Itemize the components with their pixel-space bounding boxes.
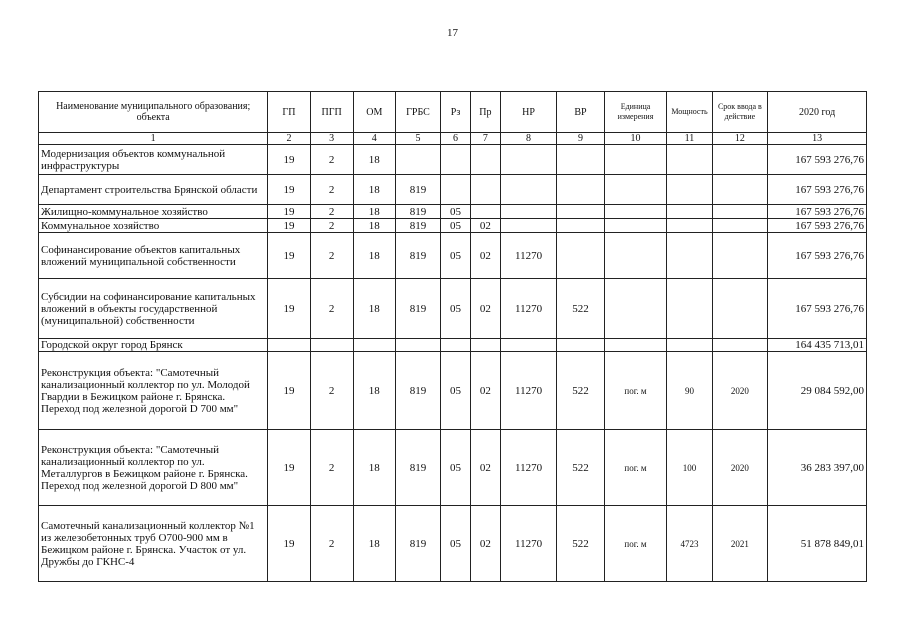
row-name: Жилищно-коммунальное хозяйство bbox=[39, 205, 268, 219]
column-number: 3 bbox=[310, 133, 353, 145]
column-number: 9 bbox=[557, 133, 604, 145]
cell-pgp: 2 bbox=[310, 205, 353, 219]
header-unit: Единица измерения bbox=[604, 92, 667, 133]
cell-gp: 19 bbox=[268, 219, 310, 233]
cell-gp: 19 bbox=[268, 175, 310, 205]
cell-grbs bbox=[395, 339, 440, 352]
cell-unit bbox=[604, 145, 667, 175]
cell-om: 18 bbox=[353, 145, 395, 175]
cell-grbs: 819 bbox=[395, 175, 440, 205]
cell-pr bbox=[470, 145, 500, 175]
column-number: 4 bbox=[353, 133, 395, 145]
cell-capacity bbox=[667, 279, 712, 339]
cell-unit bbox=[604, 175, 667, 205]
column-number: 11 bbox=[667, 133, 712, 145]
cell-capacity bbox=[667, 339, 712, 352]
cell-pr: 02 bbox=[470, 506, 500, 582]
cell-unit bbox=[604, 279, 667, 339]
cell-commission-date bbox=[712, 205, 768, 219]
cell-commission-date bbox=[712, 145, 768, 175]
cell-gp bbox=[268, 339, 310, 352]
column-number-row bbox=[39, 133, 867, 145]
column-number: 2 bbox=[268, 133, 310, 145]
cell-om: 18 bbox=[353, 219, 395, 233]
column-number: 5 bbox=[395, 133, 440, 145]
header-nr: НР bbox=[500, 92, 557, 133]
column-number: 8 bbox=[500, 133, 557, 145]
cell-unit: пог. м bbox=[604, 506, 667, 582]
cell-om: 18 bbox=[353, 233, 395, 279]
cell-vr: 522 bbox=[557, 279, 604, 339]
header-year-2020: 2020 год bbox=[768, 92, 867, 133]
cell-vr: 522 bbox=[557, 430, 604, 506]
row-name: Городской округ город Брянск bbox=[39, 339, 268, 352]
cell-commission-date: 2021 bbox=[712, 506, 768, 582]
cell-commission-date bbox=[712, 219, 768, 233]
cell-unit bbox=[604, 205, 667, 219]
column-number: 6 bbox=[441, 133, 471, 145]
cell-nr: 11270 bbox=[500, 279, 557, 339]
cell-amount-2020: 36 283 397,00 bbox=[768, 430, 867, 506]
cell-vr bbox=[557, 175, 604, 205]
cell-rz: 05 bbox=[441, 233, 471, 279]
cell-pr: 02 bbox=[470, 352, 500, 430]
cell-pgp bbox=[310, 339, 353, 352]
cell-amount-2020: 167 593 276,76 bbox=[768, 145, 867, 175]
cell-vr bbox=[557, 339, 604, 352]
table-row bbox=[39, 352, 867, 430]
cell-grbs: 819 bbox=[395, 233, 440, 279]
cell-gp: 19 bbox=[268, 506, 310, 582]
header-grbs: ГРБС bbox=[395, 92, 440, 133]
cell-unit: пог. м bbox=[604, 352, 667, 430]
cell-gp: 19 bbox=[268, 279, 310, 339]
table-row bbox=[39, 175, 867, 205]
cell-unit bbox=[604, 219, 667, 233]
cell-unit bbox=[604, 233, 667, 279]
cell-pgp: 2 bbox=[310, 430, 353, 506]
cell-capacity: 90 bbox=[667, 352, 712, 430]
table-row bbox=[39, 219, 867, 233]
cell-pr: 02 bbox=[470, 219, 500, 233]
cell-nr: 11270 bbox=[500, 233, 557, 279]
cell-om: 18 bbox=[353, 506, 395, 582]
cell-om: 18 bbox=[353, 175, 395, 205]
cell-commission-date bbox=[712, 279, 768, 339]
header-pr: Пр bbox=[470, 92, 500, 133]
cell-commission-date bbox=[712, 175, 768, 205]
table-row bbox=[39, 233, 867, 279]
cell-amount-2020: 164 435 713,01 bbox=[768, 339, 867, 352]
cell-pgp: 2 bbox=[310, 175, 353, 205]
cell-gp: 19 bbox=[268, 145, 310, 175]
table-row bbox=[39, 279, 867, 339]
cell-grbs: 819 bbox=[395, 205, 440, 219]
cell-rz: 05 bbox=[441, 506, 471, 582]
cell-gp: 19 bbox=[268, 233, 310, 279]
cell-amount-2020: 29 084 592,00 bbox=[768, 352, 867, 430]
table-row bbox=[39, 205, 867, 219]
cell-capacity bbox=[667, 219, 712, 233]
row-name: Коммунальное хозяйство bbox=[39, 219, 268, 233]
cell-grbs: 819 bbox=[395, 352, 440, 430]
cell-pr bbox=[470, 205, 500, 219]
cell-vr bbox=[557, 233, 604, 279]
column-number: 1 bbox=[39, 133, 268, 145]
cell-nr: 11270 bbox=[500, 506, 557, 582]
cell-nr: 11270 bbox=[500, 352, 557, 430]
row-name: Реконструкция объекта: "Самотечный канализационный коллектор по ул. Молодой Гвардии в Бежицком районе г. Брянска. Переход под железной дорогой D 700 мм" bbox=[39, 352, 268, 430]
row-name: Субсидии на софинансирование капитальных вложений в объекты государственной (муниципальной) собственности bbox=[39, 279, 268, 339]
cell-pr: 02 bbox=[470, 430, 500, 506]
cell-amount-2020: 51 878 849,01 bbox=[768, 506, 867, 582]
cell-capacity: 100 bbox=[667, 430, 712, 506]
cell-grbs bbox=[395, 145, 440, 175]
cell-vr bbox=[557, 219, 604, 233]
page-number: 17 bbox=[447, 27, 458, 39]
cell-capacity bbox=[667, 205, 712, 219]
cell-rz: 05 bbox=[441, 430, 471, 506]
header-row bbox=[39, 92, 867, 133]
table-row bbox=[39, 145, 867, 175]
cell-grbs: 819 bbox=[395, 430, 440, 506]
cell-om: 18 bbox=[353, 279, 395, 339]
cell-vr: 522 bbox=[557, 352, 604, 430]
cell-vr: 522 bbox=[557, 506, 604, 582]
cell-pr: 02 bbox=[470, 279, 500, 339]
cell-rz: 05 bbox=[441, 205, 471, 219]
header-commission-date: Срок ввода в действие bbox=[712, 92, 768, 133]
budget-table bbox=[38, 91, 867, 582]
table-row bbox=[39, 430, 867, 506]
column-number: 12 bbox=[712, 133, 768, 145]
row-name: Департамент строительства Брянской области bbox=[39, 175, 268, 205]
cell-commission-date bbox=[712, 339, 768, 352]
cell-pgp: 2 bbox=[310, 219, 353, 233]
cell-commission-date: 2020 bbox=[712, 352, 768, 430]
cell-capacity: 4723 bbox=[667, 506, 712, 582]
column-number: 7 bbox=[470, 133, 500, 145]
cell-gp: 19 bbox=[268, 352, 310, 430]
cell-pgp: 2 bbox=[310, 352, 353, 430]
header-capacity: Мощность bbox=[667, 92, 712, 133]
cell-pr: 02 bbox=[470, 233, 500, 279]
header-vr: ВР bbox=[557, 92, 604, 133]
cell-pgp: 2 bbox=[310, 233, 353, 279]
cell-nr: 11270 bbox=[500, 430, 557, 506]
cell-om: 18 bbox=[353, 430, 395, 506]
header-om: ОМ bbox=[353, 92, 395, 133]
cell-unit: пог. м bbox=[604, 430, 667, 506]
cell-amount-2020: 167 593 276,76 bbox=[768, 279, 867, 339]
table-row bbox=[39, 506, 867, 582]
cell-rz bbox=[441, 339, 471, 352]
cell-vr bbox=[557, 205, 604, 219]
cell-amount-2020: 167 593 276,76 bbox=[768, 205, 867, 219]
cell-rz: 05 bbox=[441, 219, 471, 233]
cell-pgp: 2 bbox=[310, 145, 353, 175]
row-name: Самотечный канализационный коллектор №1 из железобетонных труб О700-900 мм в Бежицком районе г. Брянска. Участок от ул. Дружбы до ГКНС-4 bbox=[39, 506, 268, 582]
header-gp: ГП bbox=[268, 92, 310, 133]
cell-om: 18 bbox=[353, 205, 395, 219]
cell-om: 18 bbox=[353, 352, 395, 430]
cell-rz bbox=[441, 175, 471, 205]
cell-capacity bbox=[667, 175, 712, 205]
cell-unit bbox=[604, 339, 667, 352]
row-name: Модернизация объектов коммунальной инфраструктуры bbox=[39, 145, 268, 175]
cell-grbs: 819 bbox=[395, 506, 440, 582]
header-name: Наименование муниципального образования; объекта bbox=[39, 92, 268, 133]
cell-grbs: 819 bbox=[395, 279, 440, 339]
cell-pgp: 2 bbox=[310, 279, 353, 339]
cell-amount-2020: 167 593 276,76 bbox=[768, 175, 867, 205]
column-number: 13 bbox=[768, 133, 867, 145]
row-name: Реконструкция объекта: "Самотечный канализационный коллектор по ул. Металлургов в Бежицком районе г. Брянска. Переход под железной дорогой D 800 мм" bbox=[39, 430, 268, 506]
cell-capacity bbox=[667, 233, 712, 279]
table-row bbox=[39, 339, 867, 352]
cell-om bbox=[353, 339, 395, 352]
cell-nr bbox=[500, 339, 557, 352]
cell-pgp: 2 bbox=[310, 506, 353, 582]
cell-rz: 05 bbox=[441, 352, 471, 430]
cell-capacity bbox=[667, 145, 712, 175]
cell-amount-2020: 167 593 276,76 bbox=[768, 233, 867, 279]
cell-nr bbox=[500, 145, 557, 175]
header-pgp: ПГП bbox=[310, 92, 353, 133]
cell-pr bbox=[470, 175, 500, 205]
cell-pr bbox=[470, 339, 500, 352]
cell-commission-date: 2020 bbox=[712, 430, 768, 506]
row-name: Софинансирование объектов капитальных вложений муниципальной собственности bbox=[39, 233, 268, 279]
column-number: 10 bbox=[604, 133, 667, 145]
cell-nr bbox=[500, 205, 557, 219]
cell-gp: 19 bbox=[268, 430, 310, 506]
cell-vr bbox=[557, 145, 604, 175]
cell-gp: 19 bbox=[268, 205, 310, 219]
cell-rz: 05 bbox=[441, 279, 471, 339]
cell-amount-2020: 167 593 276,76 bbox=[768, 219, 867, 233]
cell-nr bbox=[500, 175, 557, 205]
cell-commission-date bbox=[712, 233, 768, 279]
cell-grbs: 819 bbox=[395, 219, 440, 233]
header-rz: Рз bbox=[441, 92, 471, 133]
cell-nr bbox=[500, 219, 557, 233]
cell-rz bbox=[441, 145, 471, 175]
